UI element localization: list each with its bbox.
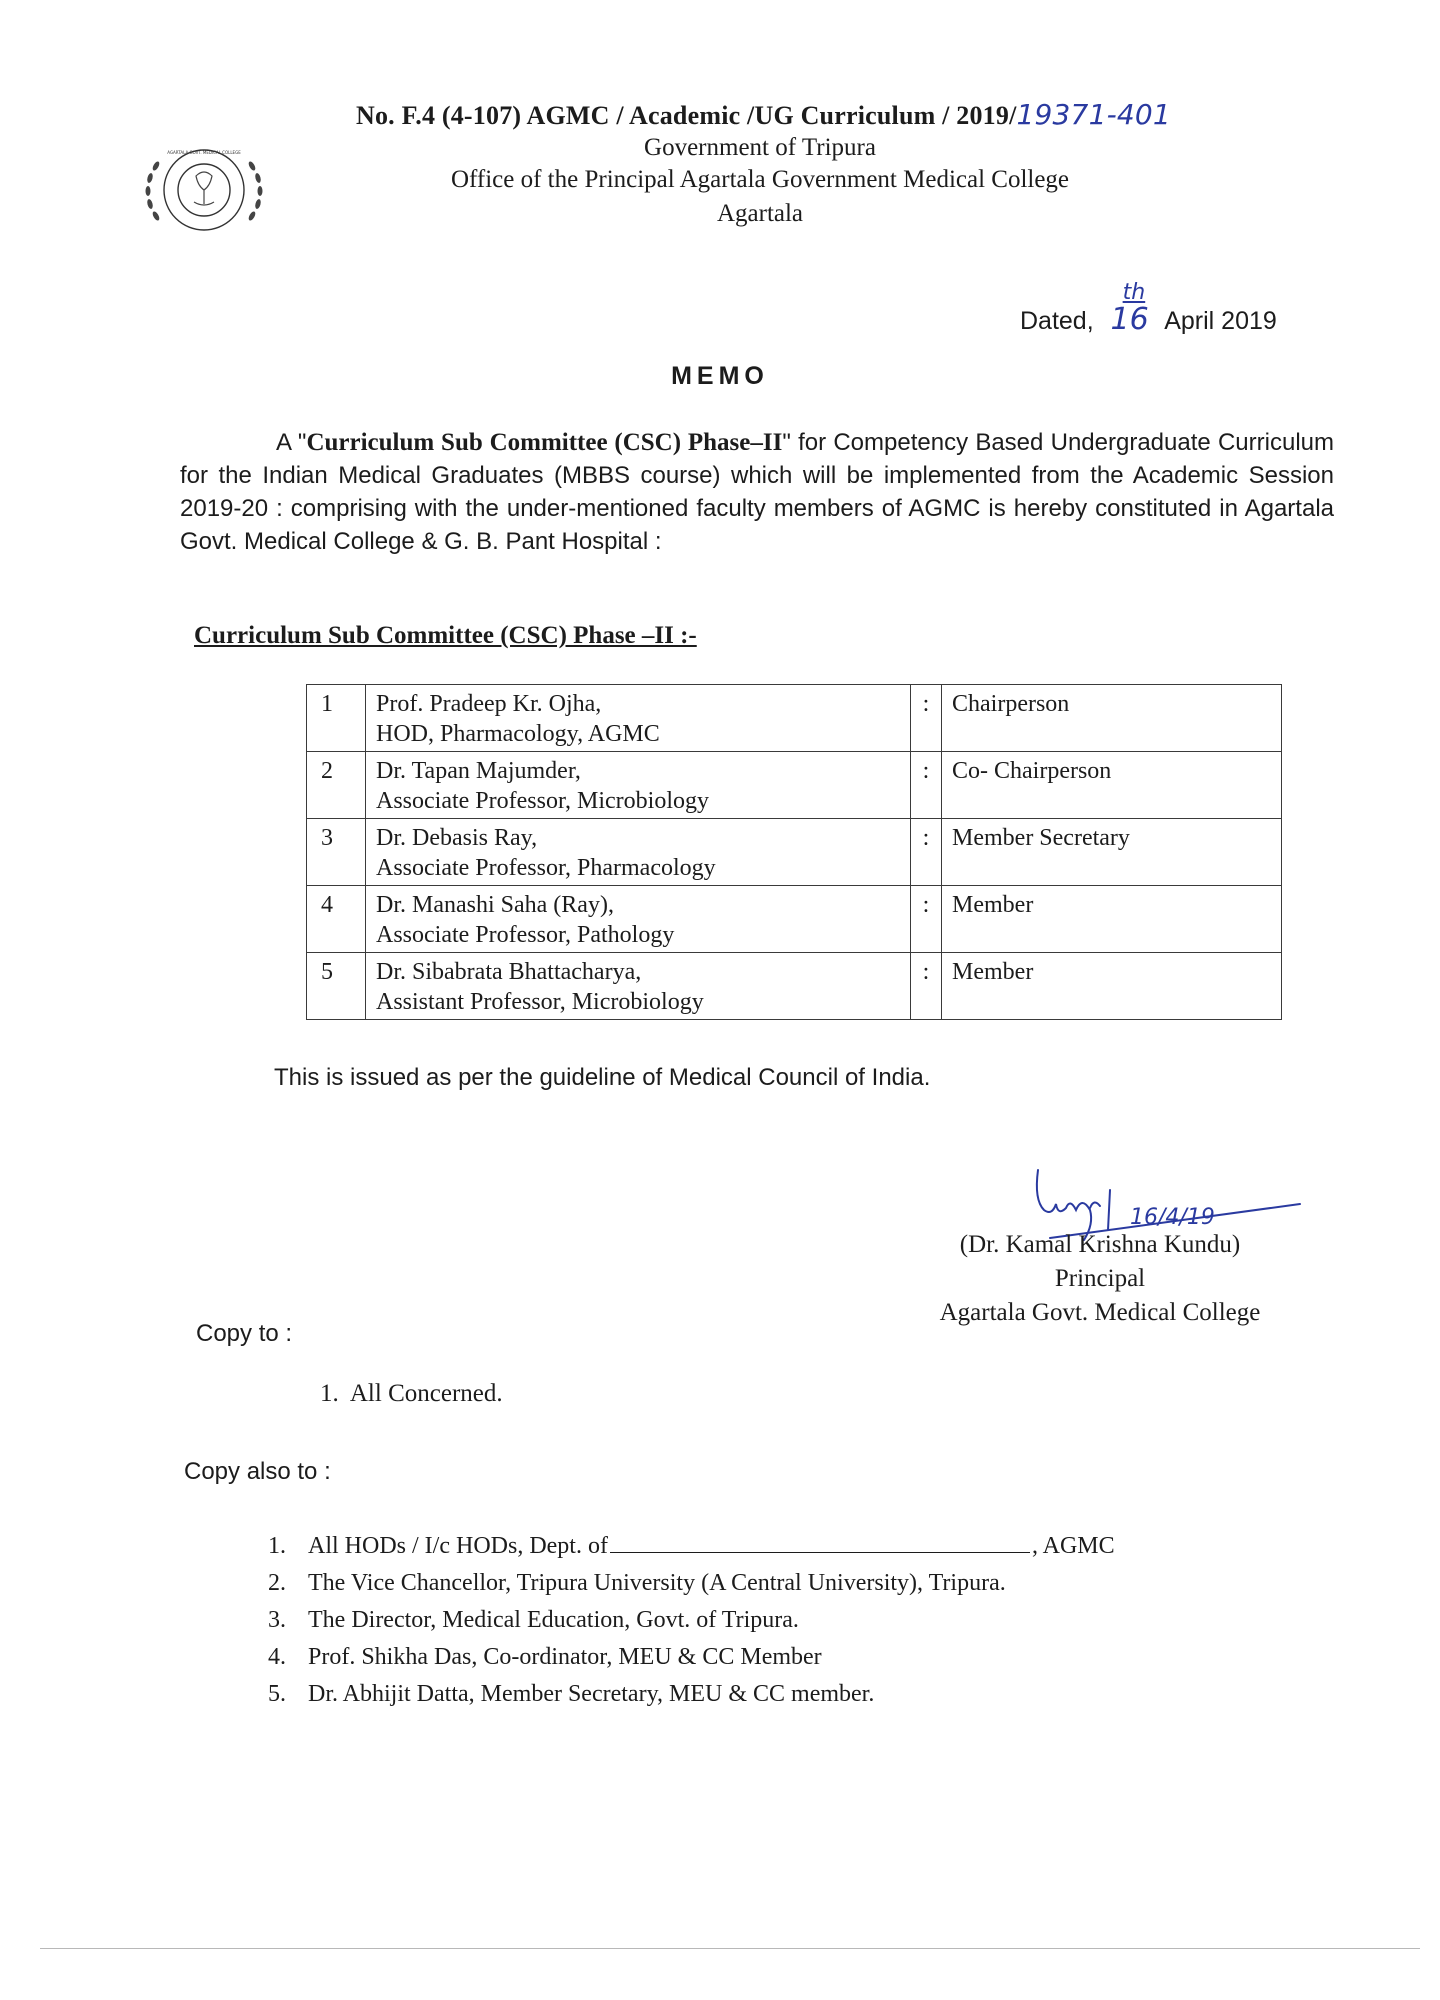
member-designation: Associate Professor, Microbiology bbox=[376, 788, 709, 814]
list-item-text: The Director, Medical Education, Govt. of Tripura. bbox=[308, 1607, 799, 1633]
member-name-cell bbox=[366, 685, 911, 752]
dated-month-year: April 2019 bbox=[1164, 307, 1277, 335]
member-designation: Associate Professor, Pathology bbox=[376, 922, 675, 948]
member-name-cell bbox=[366, 819, 911, 886]
issued-note: This is issued as per the guideline of Medical Council of India. bbox=[274, 1064, 931, 1091]
list-item-text: Prof. Shikha Das, Co-ordinator, MEU & CC Member bbox=[308, 1644, 822, 1670]
copy-to-item-text: All Concerned. bbox=[349, 1380, 503, 1407]
member-number: 1 bbox=[307, 685, 366, 752]
college-emblem bbox=[136, 136, 272, 244]
copy-to-item bbox=[320, 1380, 503, 1408]
list-item bbox=[268, 1676, 1115, 1713]
memo-title: MEMO bbox=[671, 362, 769, 390]
member-colon: : bbox=[911, 886, 942, 953]
table-row bbox=[307, 752, 1282, 819]
member-name-cell bbox=[366, 953, 911, 1020]
list-item-prefix: All HODs / I/c HODs, Dept. of bbox=[308, 1533, 608, 1559]
table-row bbox=[307, 685, 1282, 752]
copy-also-list bbox=[268, 1528, 1115, 1713]
city-name: Agartala bbox=[716, 200, 804, 227]
list-item-text: Dr. Abhijit Datta, Member Secretary, MEU & CC member. bbox=[308, 1681, 875, 1707]
copy-also-label: Copy also to : bbox=[184, 1458, 331, 1485]
member-colon: : bbox=[911, 819, 942, 886]
footer-divider bbox=[40, 1948, 1420, 1949]
list-item bbox=[268, 1565, 1115, 1602]
dated-day-number: 16 bbox=[1110, 302, 1149, 337]
member-name: Dr. Debasis Ray, bbox=[376, 825, 538, 851]
list-item-text: The Vice Chancellor, Tripura University (A Central University), Tripura. bbox=[308, 1570, 1006, 1596]
body-pre: A " bbox=[276, 429, 307, 456]
government-name: Government of Tripura bbox=[644, 134, 876, 161]
member-name-cell bbox=[366, 752, 911, 819]
member-designation: Assistant Professor, Microbiology bbox=[376, 989, 704, 1015]
member-name: Prof. Pradeep Kr. Ojha, bbox=[376, 691, 602, 717]
list-item bbox=[268, 1602, 1115, 1639]
file-number bbox=[356, 98, 1171, 131]
dated-day bbox=[1101, 280, 1159, 337]
member-role: Member bbox=[942, 886, 1282, 953]
member-number: 2 bbox=[307, 752, 366, 819]
signatory-block bbox=[880, 1228, 1320, 1330]
committee-table bbox=[306, 684, 1282, 1020]
list-item-number: 2. bbox=[268, 1570, 286, 1596]
signatory-name: (Dr. Kamal Krishna Kundu) bbox=[959, 1231, 1241, 1258]
member-colon: : bbox=[911, 752, 942, 819]
list-item bbox=[268, 1639, 1115, 1676]
table-row bbox=[307, 886, 1282, 953]
body-committee-name: Curriculum Sub Committee (CSC) Phase–II bbox=[306, 429, 783, 456]
file-number-text: No. F.4 (4-107) AGMC / Academic /UG Curriculum / 2019/ bbox=[356, 101, 1017, 130]
memo-date bbox=[1020, 280, 1277, 337]
member-number: 5 bbox=[307, 953, 366, 1020]
member-role: Member bbox=[942, 953, 1282, 1020]
table-row bbox=[307, 819, 1282, 886]
signatory-institution: Agartala Govt. Medical College bbox=[939, 1299, 1261, 1326]
list-item bbox=[268, 1528, 1115, 1565]
dated-day-suffix: th bbox=[1122, 280, 1146, 305]
member-role: Member Secretary bbox=[942, 819, 1282, 886]
body-post: " for Competency Based Undergraduate Curriculum for the Indian Medical Graduates (MBBS course) which will be implemented from the Academic Session 2019-20 : comprising with the under-mentioned faculty members of AGMC is hereby constituted in Agartala Govt. Medical College & G. B. Pant Hospital : bbox=[180, 429, 1334, 555]
list-item-number: 3. bbox=[268, 1607, 286, 1633]
member-role: Chairperson bbox=[942, 685, 1282, 752]
member-name-cell bbox=[366, 886, 911, 953]
committee-heading: Curriculum Sub Committee (CSC) Phase –II :- bbox=[194, 622, 697, 649]
memo-body bbox=[180, 426, 1334, 558]
member-number: 4 bbox=[307, 886, 366, 953]
table-row bbox=[307, 953, 1282, 1020]
office-name: Office of the Principal Agartala Government Medical College bbox=[450, 166, 1070, 193]
signatory-title: Principal bbox=[1054, 1265, 1146, 1292]
list-item-suffix: , AGMC bbox=[1031, 1533, 1115, 1559]
copy-to-label: Copy to : bbox=[196, 1320, 293, 1347]
member-colon: : bbox=[911, 953, 942, 1020]
list-item-number: 1. bbox=[268, 1533, 286, 1559]
signature-date: 16/4/19 bbox=[1130, 1205, 1215, 1230]
member-colon: : bbox=[911, 685, 942, 752]
member-designation: HOD, Pharmacology, AGMC bbox=[376, 721, 660, 747]
dated-label: Dated, bbox=[1020, 307, 1094, 335]
department-blank-line bbox=[610, 1552, 1030, 1553]
member-name: Dr. Sibabrata Bhattacharya, bbox=[376, 959, 642, 985]
member-name: Dr. Manashi Saha (Ray), bbox=[376, 892, 614, 918]
list-item-number: 4. bbox=[268, 1644, 286, 1670]
member-number: 3 bbox=[307, 819, 366, 886]
copy-to-item-number: 1. bbox=[320, 1380, 339, 1407]
emblem-text: AGARTALA GOVT. MEDICAL COLLEGE bbox=[167, 150, 241, 155]
list-item-number: 5. bbox=[268, 1681, 286, 1707]
member-role: Co- Chairperson bbox=[942, 752, 1282, 819]
file-number-handwritten: 19371-401 bbox=[1016, 98, 1171, 131]
member-designation: Associate Professor, Pharmacology bbox=[376, 855, 716, 881]
member-name: Dr. Tapan Majumder, bbox=[376, 758, 581, 784]
